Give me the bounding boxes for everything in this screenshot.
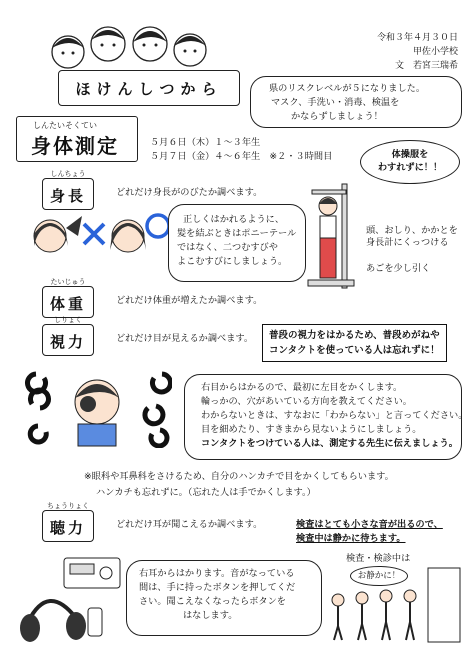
gym-clothes-line1: 体操服を xyxy=(391,149,429,160)
glasses-note-line2: コンタクトを使っている人は忘れずに！ xyxy=(269,345,440,356)
measurement-title: 身体測定 xyxy=(31,134,119,158)
vision-ruby: しりょく xyxy=(54,316,82,324)
hair-tip-line2: 髪を結ぶときはポニーテール xyxy=(177,228,297,239)
height-ruby: しんちょう xyxy=(50,170,86,178)
intro-line3: かならずしましょう！ xyxy=(291,111,383,122)
vision-label: 視力 xyxy=(49,333,86,351)
hearing-desc: どれだけ耳が聞こえるか調べます。 xyxy=(116,519,263,530)
height-desc: どれだけ身長がのびたか調べます。 xyxy=(116,187,263,198)
measurement-ruby: しんたいそくてい xyxy=(33,121,97,130)
vision-tip2: 輪っかの、穴があいている方向を教えてください。 xyxy=(201,396,412,407)
weight-ruby: たいじゅう xyxy=(50,278,86,286)
vision-tip1: 右目からはかるので、最初に左目をかくします。 xyxy=(201,382,403,393)
intro-line1: 県のリスクレベルが５になりました。 xyxy=(269,83,426,94)
hearing-ruby: ちょうりょく xyxy=(47,502,89,510)
intro-line2: マスク、手洗い・消毒、検温を xyxy=(271,97,400,108)
waiting-line-illustration xyxy=(326,560,466,650)
posture-tip2: 身長計にくっつける xyxy=(366,237,449,248)
quiet-note-line1: 検査はとても小さな音が出るので、 xyxy=(296,519,443,530)
vision-instructions-bubble xyxy=(184,374,468,460)
quiet-note-line2: 検査中は静かに待ちます。 xyxy=(296,533,406,544)
hearing-tip3: さい。聞こえなくなったらボタンを xyxy=(139,596,286,607)
vision-desc: どれだけ目が見えるか調べます。 xyxy=(116,333,254,344)
audiometer-illustration xyxy=(18,552,124,652)
vision-label-box xyxy=(42,316,94,356)
posture-tip3: あごを少し引く xyxy=(366,263,431,274)
intro-bubble xyxy=(250,76,462,128)
vision-tip5: コンタクトをつけている人は、測定する先生に伝えましょう。 xyxy=(201,438,458,449)
hearing-label: 聴力 xyxy=(49,519,86,537)
height-label: 身長 xyxy=(49,187,86,205)
eye-test-illustration xyxy=(22,364,172,448)
hearing-tip1: 右耳からはかります。音がなっている xyxy=(139,568,295,579)
children-illustration xyxy=(40,20,210,72)
posture-tip1: 頭、おしり、かかとを xyxy=(366,225,458,236)
hearing-instructions-bubble xyxy=(126,560,322,636)
weight-label-box xyxy=(42,278,94,318)
handkerchief-note2: ハンカチも忘れずに。（忘れた人は手でかくします。） xyxy=(96,487,316,498)
schedule-day1: ５月６日（木）１～３年生 xyxy=(150,137,261,148)
school-name: 甲佐小学校 xyxy=(412,47,458,57)
hairstyle-illustration xyxy=(24,206,174,266)
vision-tip4: 目を細めたり、すきまから見ないようにしましょう。 xyxy=(201,424,422,435)
quiet-sign: お静かに！ xyxy=(350,566,408,586)
weight-desc: どれだけ体重が増えたか調べます。 xyxy=(116,295,263,306)
date-text: 令和３年４月３０日 xyxy=(376,33,458,43)
gym-clothes-bubble xyxy=(360,140,460,184)
schedule-day2: ５月７日（金）４～６年生 ※２・３時間目 xyxy=(150,151,333,162)
hearing-tip4: はなします。 xyxy=(183,610,238,621)
gym-clothes-line2: わすれずに！！ xyxy=(377,162,443,173)
hearing-label-box xyxy=(42,502,94,542)
author-name: 文 若宮三瑞希 xyxy=(394,61,458,71)
hair-tip-line3: ではなく、二つむすびや xyxy=(177,242,278,253)
handkerchief-note1: ※眼科や耳鼻科をさけるため、自分のハンカチで目をかくしてもらいます。 xyxy=(84,471,394,482)
stadiometer-illustration xyxy=(306,182,358,292)
hearing-tip2: 間は、手に持ったボタンを押してくだ xyxy=(139,582,296,593)
hair-tip-line1: 正しくはかれるように、 xyxy=(183,214,285,225)
glasses-warning-box xyxy=(262,324,447,362)
page-title-banner xyxy=(58,70,240,106)
height-hair-bubble xyxy=(168,204,306,282)
vision-tip3: わからないときは、すなおに「わからない」と言ってください。 xyxy=(201,410,468,421)
hair-tip-line4: よこむすびにしましょう。 xyxy=(177,256,288,267)
glasses-note-line1: 普段の視力をはかるため、普段めがねや xyxy=(269,330,440,341)
page-title: ほけんしつから xyxy=(75,79,223,98)
measurement-heading-box xyxy=(16,116,138,162)
weight-label: 体重 xyxy=(49,295,86,313)
waiting-title: 検査・検診中は xyxy=(346,553,411,564)
